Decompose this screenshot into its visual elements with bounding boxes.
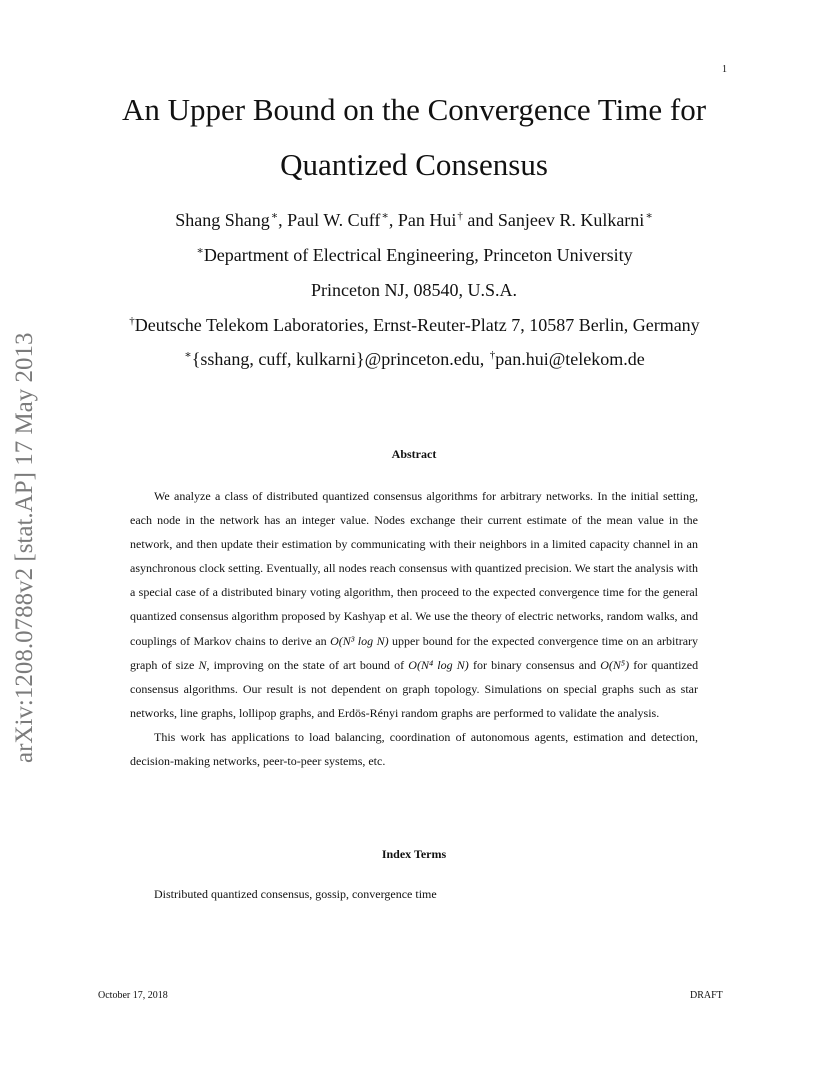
affiliation-address: Princeton NJ, 08540, U.S.A. <box>311 280 517 300</box>
index-terms-heading: Index Terms <box>381 847 447 861</box>
affiliation-mark: † <box>489 349 496 361</box>
math-expression: N <box>198 657 207 672</box>
arxiv-stamp: arXiv:1208.0788v2 [stat.AP] 17 May 2013 <box>11 332 38 763</box>
affiliation-mark: ∗ <box>196 245 204 257</box>
affiliation-text: Deutsche Telekom Laboratories, Ernst-Reuter-Platz 7, 10587 Berlin, Germany <box>134 315 700 335</box>
affiliation-telekom <box>60 314 768 339</box>
email-telekom: pan.hui@telekom.de <box>495 349 645 369</box>
affiliation-mark: ∗ <box>270 210 279 222</box>
page-number: 1 <box>722 64 727 75</box>
abstract-text: upper bound for the expected convergence time on an arbitrary graph of size <box>130 633 699 672</box>
math-expression: O(N⁵) <box>600 657 630 672</box>
abstract-body <box>130 484 698 773</box>
title-line-1: An Upper Bound on the Convergence Time for <box>121 92 707 127</box>
abstract-paragraph <box>130 484 698 725</box>
footer-draft: DRAFT <box>690 990 723 1001</box>
abstract-text: We analyze a class of distributed quantized consensus algorithms for arbitrary networks. In the initial setting, each node in the network has an integer value. Nodes exchange their current estimate of the mean value in the network, and then update their estimation by communicating with their neighbors in a limited capacity channel in an asynchronous clock setting. Eventually, all nodes reach consensus with quantized precision. We start the analysis with a special case of a distributed binary voting algorithm, then proceed to the expected convergence time for the general quantized consensus algorithm proposed by Kashyap et al. We use the theory of electric networks, random walks, and couplings of Markov chains to derive an <box>130 489 698 648</box>
math-expression: O(N³ log N) <box>330 633 389 648</box>
author-name: Shang Shang <box>175 210 270 230</box>
authors-line <box>60 209 768 234</box>
title-line-2: Quantized Consensus <box>280 147 548 182</box>
author-name: and Sanjeev R. Kulkarni <box>462 210 645 230</box>
footer-date: October 17, 2018 <box>98 990 168 1001</box>
abstract-paragraph: This work has applications to load balancing, coordination of autonomous agents, estimation and detection, decision-making networks, peer-to-peer systems, etc. <box>130 729 698 769</box>
email-princeton: {sshang, cuff, kulkarni}@princeton.edu, <box>191 349 485 369</box>
affiliation-text: Department of Electrical Engineering, Princeton University <box>203 245 633 265</box>
affiliation-mark: ∗ <box>381 210 389 222</box>
affiliation-mark: ∗ <box>184 349 192 361</box>
abstract-text: for quantized consensus algorithms. Our result is not dependent on graph topology. Simulations on special graphs such as star networks, line graphs, lollipop graphs, and Erdös-Rényi random graphs are performed to validate the analysis. <box>130 657 699 720</box>
affiliation-mark: † <box>129 315 135 327</box>
author-name: , Pan Hui <box>388 210 457 230</box>
author-name: , Paul W. Cuff <box>278 210 381 230</box>
abstract-heading: Abstract <box>391 447 437 461</box>
abstract-text: for binary consensus and <box>472 657 597 672</box>
affiliation-mark: † <box>457 210 463 222</box>
affiliation-mark: ∗ <box>645 210 653 222</box>
math-expression: O(N⁴ log N) <box>408 657 469 672</box>
affiliation-princeton <box>60 244 768 269</box>
index-terms-text: Distributed quantized consensus, gossip, convergence time <box>154 887 437 901</box>
author-emails <box>60 348 768 373</box>
abstract-text: , improving on the state of art bound of <box>206 657 405 672</box>
